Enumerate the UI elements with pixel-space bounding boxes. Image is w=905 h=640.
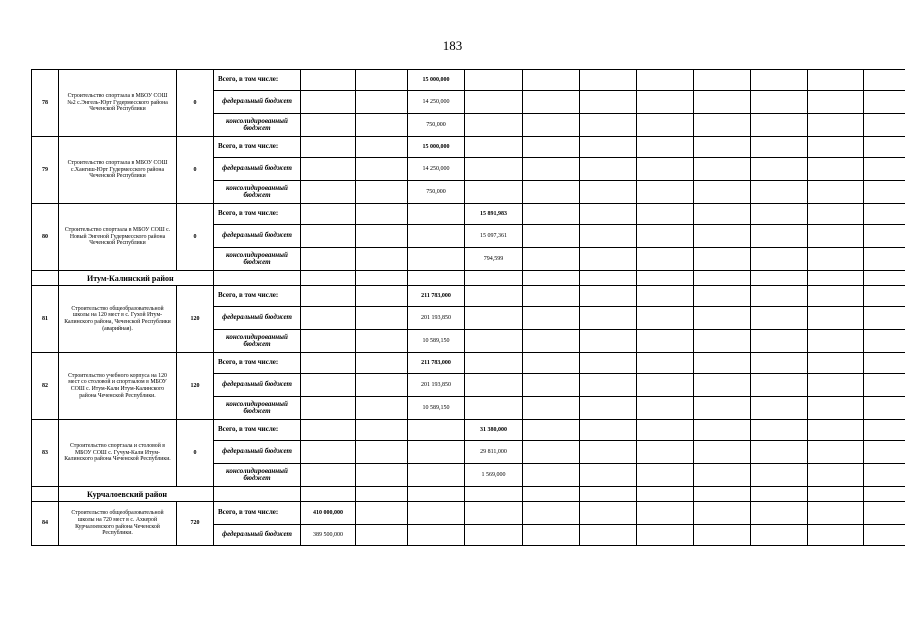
amount-federal: 201 193,850 bbox=[408, 374, 465, 397]
row-number: 80 bbox=[32, 204, 59, 271]
project-name: Строительство учебного корпуса на 120 мест со столовой и спортзалом в МБОУ СОШ с. Итум-Кали Итум-Калинского района Чеченской Республики. bbox=[59, 353, 177, 420]
project-name: Строительство общеобразовательной школы на 720 мест в с. Ахкерой Курчалоевского района Чеченской Республики. bbox=[59, 502, 177, 546]
amount-consolidated: 794,599 bbox=[465, 248, 523, 271]
amount-consolidated: 10 589,150 bbox=[408, 397, 465, 420]
budget-kind-federal: федеральный бюджет bbox=[214, 158, 301, 181]
capacity: 120 bbox=[177, 353, 214, 420]
page-number: 183 bbox=[442, 38, 463, 53]
budget-table bbox=[31, 69, 905, 546]
budget-kind-federal: федеральный бюджет bbox=[214, 441, 301, 464]
project-name: Строительство спортзала и столовой в МБОУ СОШ с. Гучум-Кали Итум-Калинского района Чеченской Республики. bbox=[59, 420, 177, 487]
table-row bbox=[32, 70, 905, 91]
amount-total: 211 783,000 bbox=[408, 286, 465, 307]
amount-consolidated: 750,000 bbox=[408, 181, 465, 204]
row-number: 84 bbox=[32, 502, 59, 546]
table-row bbox=[32, 204, 905, 225]
amount-total: 15 891,983 bbox=[465, 204, 523, 225]
amount-federal: 389 500,000 bbox=[301, 525, 356, 546]
row-number: 78 bbox=[32, 70, 59, 137]
project-name: Строительство спортзала в МБОУ СОШ №2 с.Энгель-Юрт Гудермесского района Чеченской Республики bbox=[59, 70, 177, 137]
amount-consolidated: 10 589,150 bbox=[408, 330, 465, 353]
amount-federal: 29 811,000 bbox=[465, 441, 523, 464]
district-row bbox=[32, 271, 905, 286]
capacity: 0 bbox=[177, 70, 214, 137]
table-row bbox=[32, 137, 905, 158]
row-number: 82 bbox=[32, 353, 59, 420]
capacity: 720 bbox=[177, 502, 214, 546]
budget-kind-total: Всего, в том числе: bbox=[214, 420, 301, 441]
amount-total: 15 000,000 bbox=[408, 70, 465, 91]
amount-total: 15 000,000 bbox=[408, 137, 465, 158]
amount-federal: 14 250,000 bbox=[408, 91, 465, 114]
budget-kind-federal: федеральный бюджет bbox=[214, 525, 301, 546]
budget-kind-federal: федеральный бюджет bbox=[214, 91, 301, 114]
budget-kind-consolidated: консолидированный бюджет bbox=[214, 114, 301, 137]
capacity: 0 bbox=[177, 137, 214, 204]
row-number: 81 bbox=[32, 286, 59, 353]
table-row bbox=[32, 502, 905, 525]
budget-kind-total: Всего, в том числе: bbox=[214, 502, 301, 525]
table-row bbox=[32, 353, 905, 374]
district-name: Курчалоевский район bbox=[59, 487, 214, 502]
budget-kind-federal: федеральный бюджет bbox=[214, 225, 301, 248]
amount-total: 31 380,000 bbox=[465, 420, 523, 441]
table-row bbox=[32, 420, 905, 441]
project-name: Строительство общеобразовательной школы на 120 мест в с. Гухой Итум-Калинского района, Чеченской Республики (аварийная). bbox=[59, 286, 177, 353]
amount-federal: 201 193,850 bbox=[408, 307, 465, 330]
amount-total: 211 783,000 bbox=[408, 353, 465, 374]
budget-kind-consolidated: консолидированный бюджет bbox=[214, 397, 301, 420]
amount-federal: 14 250,000 bbox=[408, 158, 465, 181]
row-number: 83 bbox=[32, 420, 59, 487]
capacity: 120 bbox=[177, 286, 214, 353]
budget-kind-total: Всего, в том числе: bbox=[214, 353, 301, 374]
budget-kind-consolidated: консолидированный бюджет bbox=[214, 248, 301, 271]
amount-total: 410 000,000 bbox=[301, 502, 356, 525]
amount-consolidated: 1 569,000 bbox=[465, 464, 523, 487]
amount-consolidated: 750,000 bbox=[408, 114, 465, 137]
budget-kind-total: Всего, в том числе: bbox=[214, 204, 301, 225]
row-number: 79 bbox=[32, 137, 59, 204]
project-name: Строительство спортзала в МБОУ СОШ с. Новый Энгеной Гудермесского района Чеченской Республики bbox=[59, 204, 177, 271]
project-name: Строительство спортзала в МБОУ СОШ с.Хангиш-Юрт Гудермесского района Чеченской Республики bbox=[59, 137, 177, 204]
budget-kind-total: Всего, в том числе: bbox=[214, 137, 301, 158]
amount-federal: 15 097,361 bbox=[465, 225, 523, 248]
budget-kind-consolidated: консолидированный бюджет bbox=[214, 464, 301, 487]
capacity: 0 bbox=[177, 204, 214, 271]
table-row bbox=[32, 286, 905, 307]
budget-kind-consolidated: консолидированный бюджет bbox=[214, 330, 301, 353]
budget-kind-total: Всего, в том числе: bbox=[214, 70, 301, 91]
capacity: 0 bbox=[177, 420, 214, 487]
district-row bbox=[32, 487, 905, 502]
budget-kind-consolidated: консолидированный бюджет bbox=[214, 181, 301, 204]
district-name: Итум-Калинский район bbox=[59, 271, 214, 286]
budget-kind-federal: федеральный бюджет bbox=[214, 374, 301, 397]
budget-kind-total: Всего, в том числе: bbox=[214, 286, 301, 307]
budget-kind-federal: федеральный бюджет bbox=[214, 307, 301, 330]
